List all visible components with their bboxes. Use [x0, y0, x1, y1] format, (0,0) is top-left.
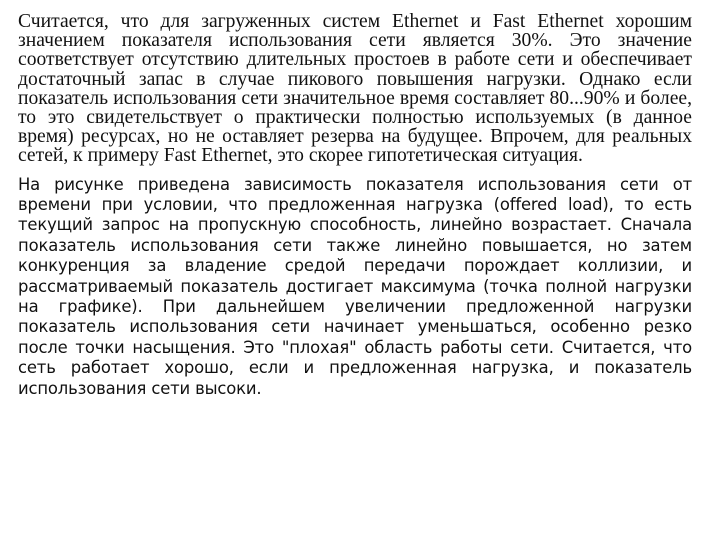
- paragraph-utilization-vs-offered-load: На рисунке приведена зависимость показателя использования сети от времени при условии, что предложенная нагрузка (offered load), то есть текущий запрос на пропускную способность, линейно возрастает. Сначала показатель использования сети также линейно повышается, но затем конкуренция за владение средой передачи порождает коллизии, и рассматриваемый показатель достигает максимума (точка полной нагрузки на графике). При дальнейшем увеличении предложенной нагрузки показатель использования сети начинает уменьшаться, особенно резко после точки насыщения. Это "плохая" область работы сети. Считается, что сеть работает хорошо, если и предложенная нагрузка, и показатель использования сети высоки.: [18, 174, 692, 398]
- paragraph-network-utilization-intro: Считается, что для загруженных систем Ethernet и Fast Ethernet хорошим значением показателя использования сети является 30%. Это значение соответствует отсутствию длительных простоев в работе сети и обеспечивает достаточный запас в случае пикового повышения нагрузки. Однако если показатель использования сети значительное время составляет 80...90% и более, то это свидетельствует о практически полностью используемых (в данное время) ресурсах, но не оставляет резерва на будущее. Впрочем, для реальных сетей, к примеру Fast Ethernet, это скорее гипотетическая ситуация.: [18, 11, 692, 167]
